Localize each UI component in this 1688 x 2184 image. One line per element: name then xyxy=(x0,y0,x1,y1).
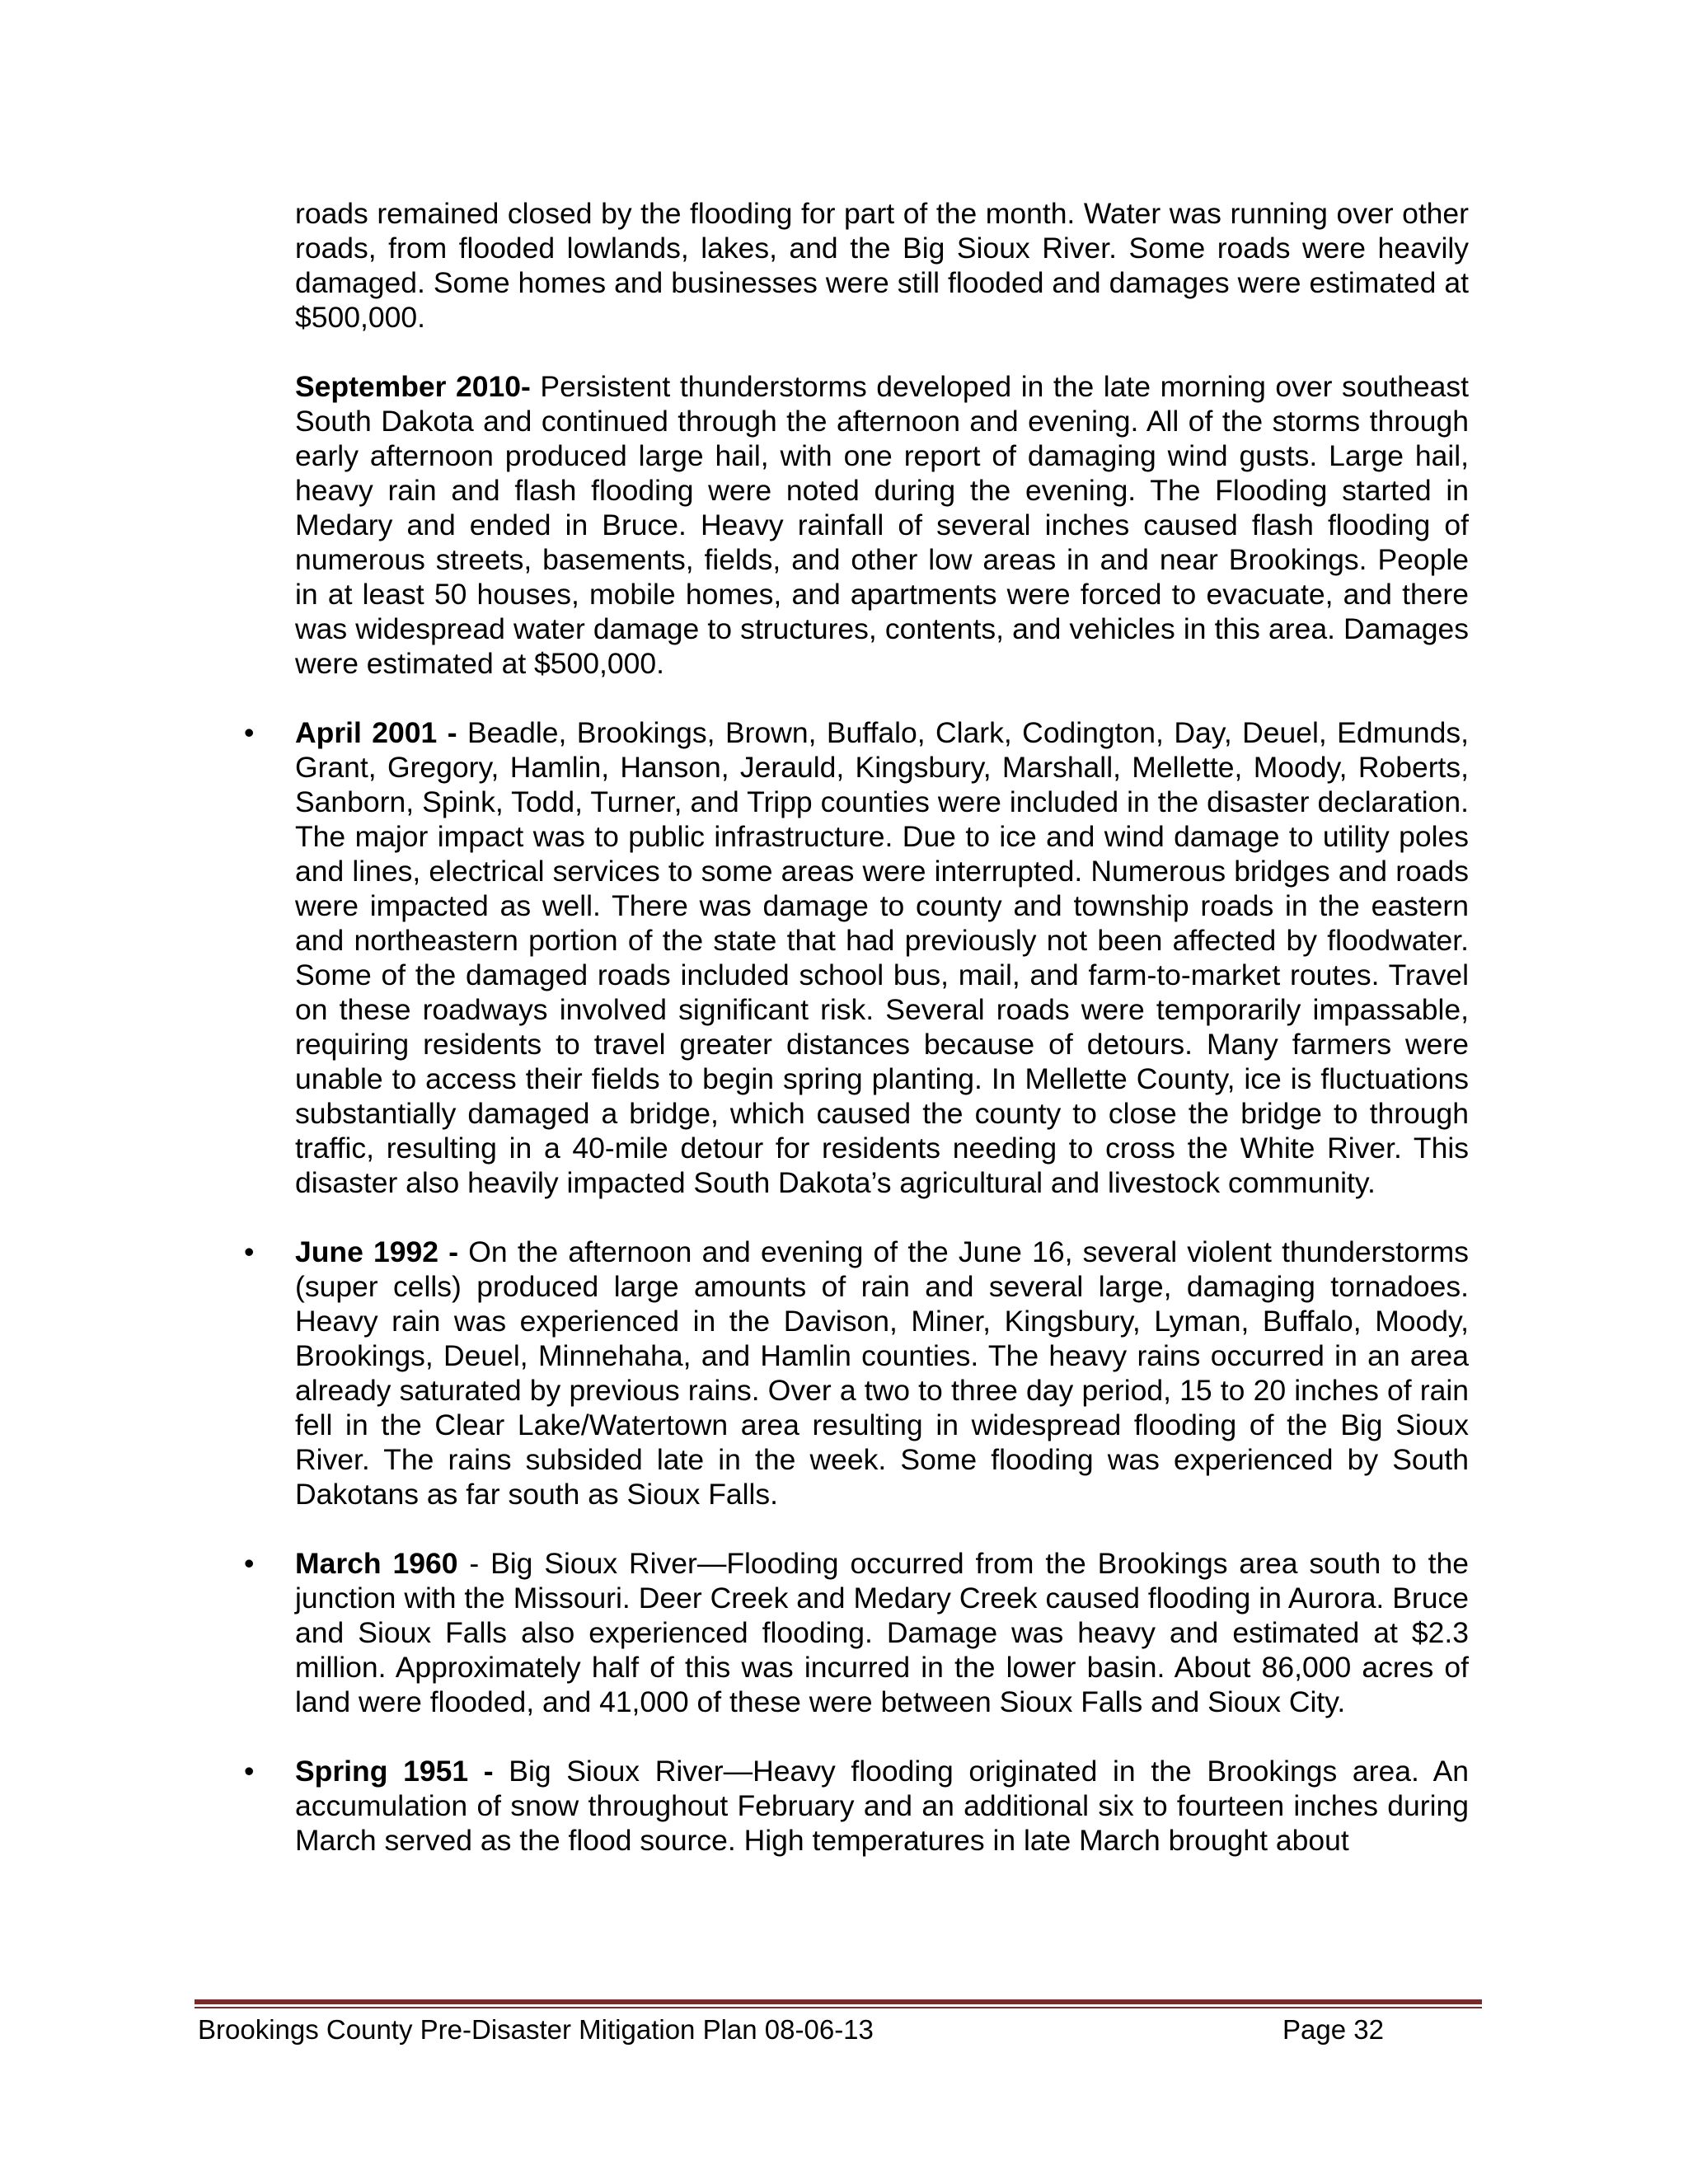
bullet-paragraph xyxy=(295,1754,1469,1858)
bullet-text: - Big Sioux River—Flooding occurred from the Brookings area south to the junction with the Missouri. Deer Creek and Medary Creek caused flooding in Aurora. Bruce and Sioux Falls also experienced flooding. Damage was heavy and estimated at $2.3 million. Approximately half of this was incurred in the lower basin. About 86,000 acres of land were flooded, and 41,000 of these were between Sioux Falls and Sioux City. xyxy=(295,1547,1469,1718)
bullet-icon: • xyxy=(244,1755,255,1788)
footer-page-number: Page 32 xyxy=(1282,2014,1384,2045)
footer-rule-thick xyxy=(195,1999,1482,2004)
bullet-heading: March 1960 xyxy=(295,1547,458,1580)
bullet-icon: • xyxy=(244,716,255,749)
bullet-item-march-1960 xyxy=(244,1546,1469,1719)
bullet-heading: April 2001 - xyxy=(295,716,457,749)
bullet-heading: Spring 1951 - xyxy=(295,1755,494,1788)
september-2010-text: Persistent thunderstorms developed in the late morning over southeast South Dakota and continued through the afternoon and evening. All of the storms through early afternoon produced large hail, with one report of damaging wind gusts. Large hail, heavy rain and flash flooding were noted during the evening. The Flooding started in Medary and ended in Bruce. Heavy rainfall of several inches caused flash flooding of numerous streets, basements, fields, and other low areas in and near Brookings. People in at least 50 houses, mobile homes, and apartments were forced to evacuate, and there was widespread water damage to structures, contents, and vehicles in this area. Damages were estimated at $500,000. xyxy=(295,370,1469,680)
bullet-text: Big Sioux River—Heavy flooding originated in the Brookings area. An accumulation of snow throughout February and an additional six to fourteen inches during March served as the flood source. High temperatures in late March brought about xyxy=(295,1755,1469,1857)
page-content xyxy=(244,196,1469,1892)
footer-document-title: Brookings County Pre-Disaster Mitigation Plan 08-06-13 xyxy=(198,2014,874,2045)
bullet-item-spring-1951 xyxy=(244,1754,1469,1858)
bullet-icon: • xyxy=(244,1235,255,1268)
bullet-text: Beadle, Brookings, Brown, Buffalo, Clark, Codington, Day, Deuel, Edmunds, Grant, Gregory, Hamlin, Hanson, Jerauld, Kingsbury, Marshall, Mellette, Moody, Roberts, Sanborn, Spink, Todd, Turner, and Tripp counties were included in the disaster declaration. The major impact was to public infrastructure. Due to ice and wind damage to utility poles and lines, electrical services to some areas were interrupted. Numerous bridges and roads were impacted as well. There was damage to county and township roads in the eastern and northeastern portion of the state that had previously not been affected by floodwater. Some of the damaged roads included school bus, mail, and farm-to-market routes. Travel on these roadways involved significant risk. Several roads were temporarily impassable, requiring residents to travel greater distances because of detours. Many farmers were unable to access their fields to begin spring planting. In Mellette County, ice is fluctuations substantially damaged a bridge, which caused the county to close the bridge to through traffic, resulting in a 40-mile detour for residents needing to cross the White River. This disaster also heavily impacted South Dakota’s agricultural and livestock community. xyxy=(295,716,1469,1199)
bullet-heading: June 1992 - xyxy=(295,1235,459,1268)
bullet-paragraph xyxy=(295,715,1469,1200)
intro-paragraph xyxy=(295,196,1469,335)
footer-rule-thin xyxy=(195,2007,1482,2008)
bullet-item-april-2001 xyxy=(244,715,1469,1200)
september-2010-heading: September 2010- xyxy=(295,370,531,403)
bullet-item-june-1992 xyxy=(244,1235,1469,1511)
bullet-paragraph xyxy=(295,1546,1469,1719)
bullet-icon: • xyxy=(244,1547,255,1580)
september-2010-paragraph xyxy=(295,369,1469,681)
intro-text: roads remained closed by the flooding for part of the month. Water was running over other roads, from flooded lowlands, lakes, and the Big Sioux River. Some roads were heavily damaged. Some homes and businesses were still flooded and damages were estimated at $500,000. xyxy=(295,197,1469,334)
bullet-text: On the afternoon and evening of the June 16, several violent thunderstorms (super cells) produced large amounts of rain and several large, damaging tornadoes. Heavy rain was experienced in the Davison, Miner, Kingsbury, Lyman, Buffalo, Moody, Brookings, Deuel, Minnehaha, and Hamlin counties. The heavy rains occurred in an area already saturated by previous rains. Over a two to three day period, 15 to 20 inches of rain fell in the Clear Lake/Watertown area resulting in widespread flooding of the Big Sioux River. The rains subsided late in the week. Some flooding was experienced by South Dakotans as far south as Sioux Falls. xyxy=(295,1235,1469,1511)
bullet-paragraph xyxy=(295,1235,1469,1511)
